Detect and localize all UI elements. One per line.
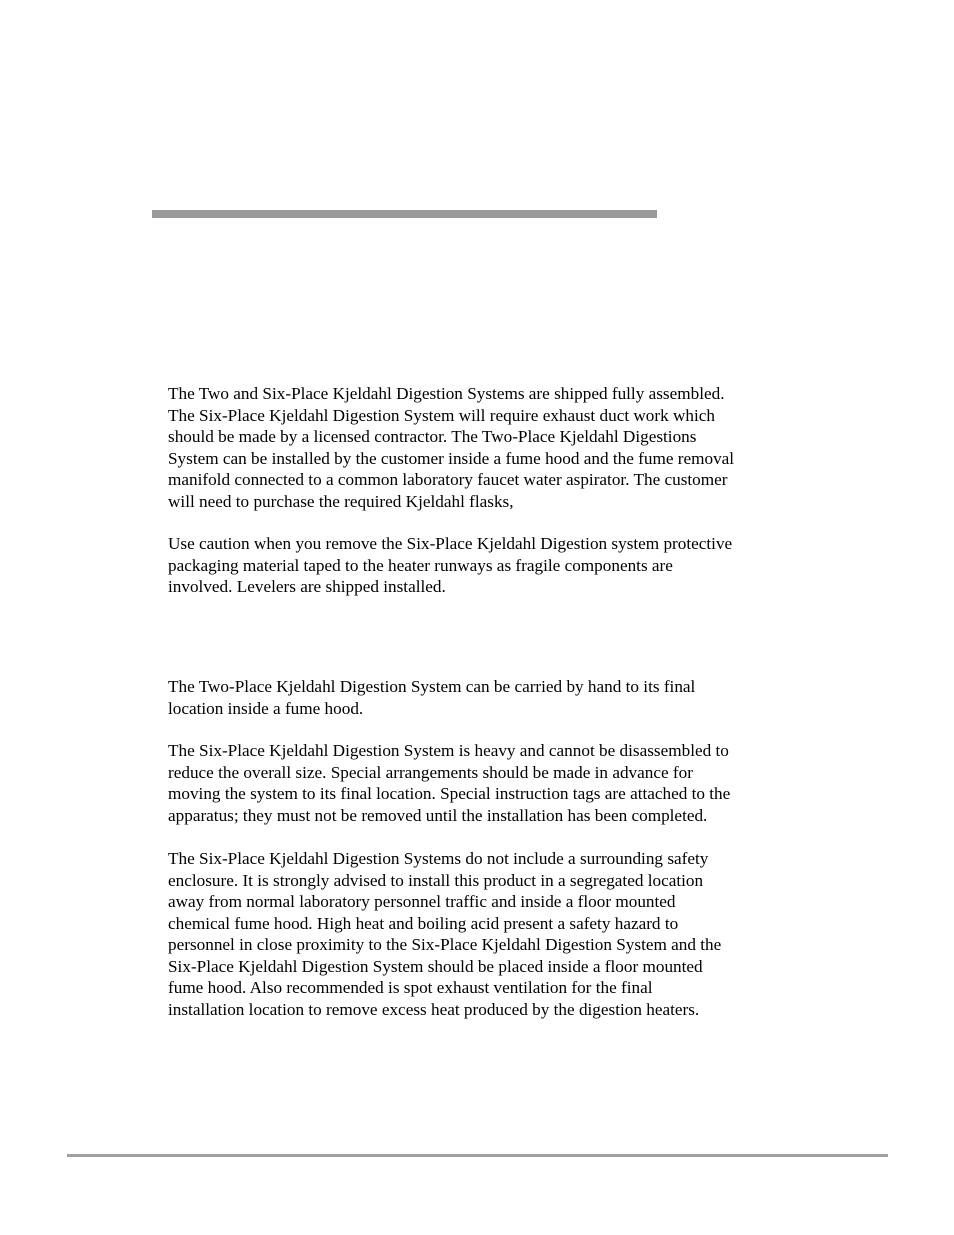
paragraph-unpacking-caution	[168, 533, 798, 598]
paragraph-line: manifold connected to a common laboratory faucet water aspirator. The customer	[168, 470, 728, 489]
paragraph-six-place-moving	[168, 740, 798, 826]
paragraph-line: chemical fume hood. High heat and boiling acid present a safety hazard to	[168, 913, 679, 933]
paragraph-line: The Two-Place Kjeldahl Digestion System can be carried by hand to its final	[168, 677, 696, 696]
paragraph-line: enclosure. It is strongly advised to install this product in a segregated location	[168, 870, 704, 890]
paragraph-line: The Six-Place Kjeldahl Digestion System will require exhaust duct work which	[168, 405, 716, 425]
paragraph-line: The Six-Place Kjeldahl Digestion Systems do not include a surrounding safety	[168, 849, 709, 868]
paragraph-line: will need to purchase the required Kjeldahl flasks,	[168, 491, 514, 511]
paragraph-line: should be made by a licensed contractor. The Two-Place Kjeldahl Digestions	[168, 427, 697, 446]
paragraph-line: personnel in close proximity to the Six-Place Kjeldahl Digestion System and the	[168, 935, 722, 954]
footer-divider	[67, 1154, 888, 1157]
paragraph-line: System can be installed by the customer inside a fume hood and the fume removal	[168, 448, 735, 468]
paragraph-line: The Two and Six-Place Kjeldahl Digestion Systems are shipped fully assembled.	[168, 384, 725, 403]
paragraph-shipping	[168, 383, 798, 512]
paragraph-line: reduce the overall size. Special arrangements should be made in advance for	[168, 762, 693, 782]
paragraph-line: moving the system to its final location. Special instruction tags are attached to the	[168, 784, 731, 803]
paragraph-safety-enclosure	[168, 848, 798, 1020]
paragraph-line: location inside a fume hood.	[168, 698, 364, 718]
paragraph-two-place-moving	[168, 676, 798, 719]
paragraph-line: Six-Place Kjeldahl Digestion System should be placed inside a floor mounted	[168, 956, 703, 976]
paragraph-line: installation location to remove excess heat produced by the digestion heaters.	[168, 999, 700, 1019]
paragraph-line: fume hood. Also recommended is spot exhaust ventilation for the final	[168, 978, 653, 997]
paragraph-line: Use caution when you remove the Six-Place Kjeldahl Digestion system protective	[168, 534, 733, 553]
paragraph-line: The Six-Place Kjeldahl Digestion System is heavy and cannot be disassembled to	[168, 741, 729, 760]
section-divider-top	[152, 210, 657, 218]
paragraph-line: packaging material taped to the heater runways as fragile components are	[168, 555, 673, 575]
paragraph-line: away from normal laboratory personnel traffic and inside a floor mounted	[168, 892, 676, 911]
paragraph-line: apparatus; they must not be removed until the installation has been completed.	[168, 805, 708, 825]
paragraph-line: involved. Levelers are shipped installed.	[168, 577, 446, 596]
